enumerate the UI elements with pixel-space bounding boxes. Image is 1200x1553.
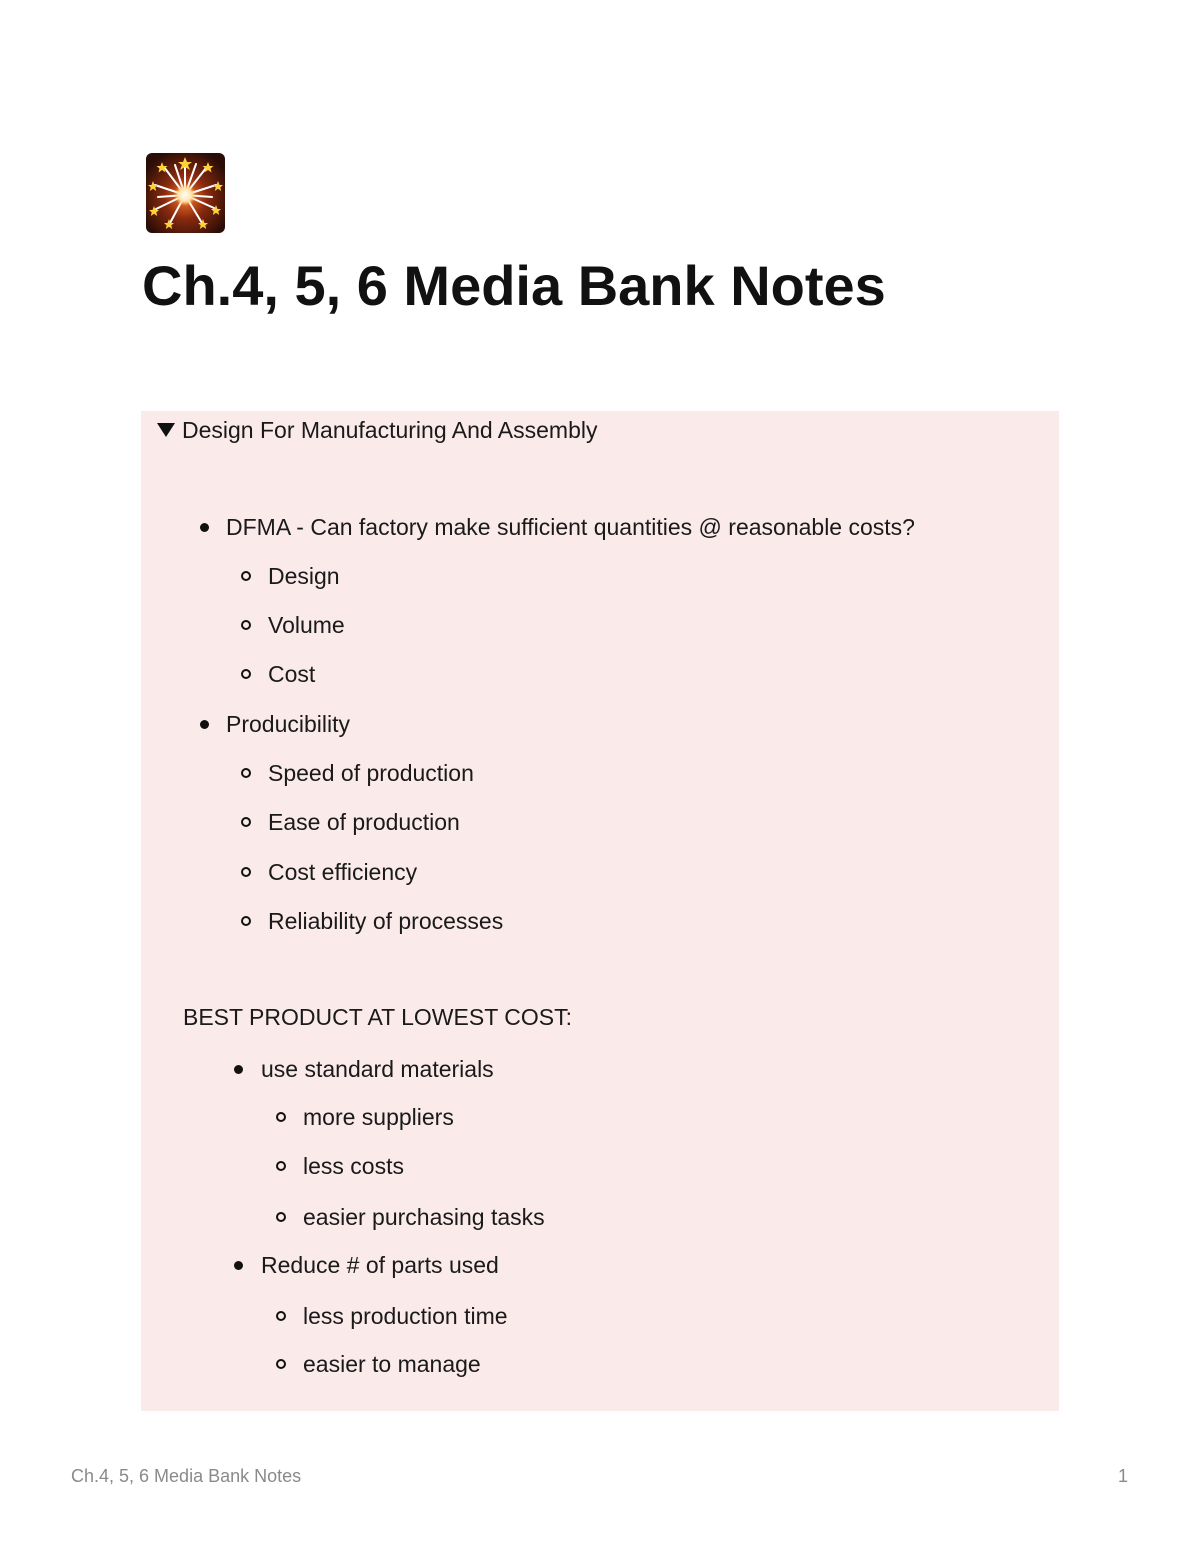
- toggle-block: [141, 411, 1059, 1411]
- list-item: Producibility: [226, 710, 350, 737]
- list-item: easier purchasing tasks: [303, 1203, 545, 1230]
- bullet-icon: [234, 1261, 243, 1270]
- list-item: Design: [268, 562, 340, 589]
- bullet-hollow-icon: [241, 817, 251, 827]
- bullet-hollow-icon: [241, 620, 251, 630]
- toggle-header[interactable]: [157, 415, 597, 445]
- bullet-hollow-icon: [241, 571, 251, 581]
- list-item: use standard materials: [261, 1055, 494, 1082]
- page-title: Ch.4, 5, 6 Media Bank Notes: [142, 254, 886, 317]
- footer-title: Ch.4, 5, 6 Media Bank Notes: [71, 1466, 302, 1486]
- page-number: 1: [1118, 1466, 1129, 1486]
- bullet-hollow-icon: [276, 1112, 286, 1122]
- section-heading: BEST PRODUCT AT LOWEST COST:: [183, 1003, 572, 1030]
- list-item: Reliability of processes: [268, 907, 504, 934]
- list-item: Speed of production: [268, 759, 474, 786]
- bullet-hollow-icon: [241, 768, 251, 778]
- bullet-hollow-icon: [241, 669, 251, 679]
- bullet-hollow-icon: [241, 867, 251, 877]
- list-item: Volume: [268, 611, 345, 638]
- bullet-hollow-icon: [276, 1359, 286, 1369]
- bullet-icon: [200, 720, 209, 729]
- list-item: Cost efficiency: [268, 858, 418, 885]
- fireworks-icon: [146, 153, 225, 233]
- list-item: Cost: [268, 660, 316, 687]
- list-item: Reduce # of parts used: [261, 1251, 499, 1278]
- bullet-hollow-icon: [276, 1311, 286, 1321]
- triangle-down-icon[interactable]: [157, 423, 175, 437]
- toggle-label: Design For Manufacturing And Assembly: [182, 416, 598, 443]
- list-item: more suppliers: [303, 1103, 454, 1130]
- bullet-hollow-icon: [241, 916, 251, 926]
- list-item: easier to manage: [303, 1350, 481, 1377]
- bullet-icon: [200, 523, 209, 532]
- bullet-hollow-icon: [276, 1161, 286, 1171]
- list-item: less costs: [303, 1152, 404, 1179]
- list-item: less production time: [303, 1302, 508, 1329]
- list-item: DFMA - Can factory make sufficient quantities @ reasonable costs?: [226, 513, 915, 540]
- bullet-icon: [234, 1065, 243, 1074]
- bullet-hollow-icon: [276, 1212, 286, 1222]
- list-item: Ease of production: [268, 808, 460, 835]
